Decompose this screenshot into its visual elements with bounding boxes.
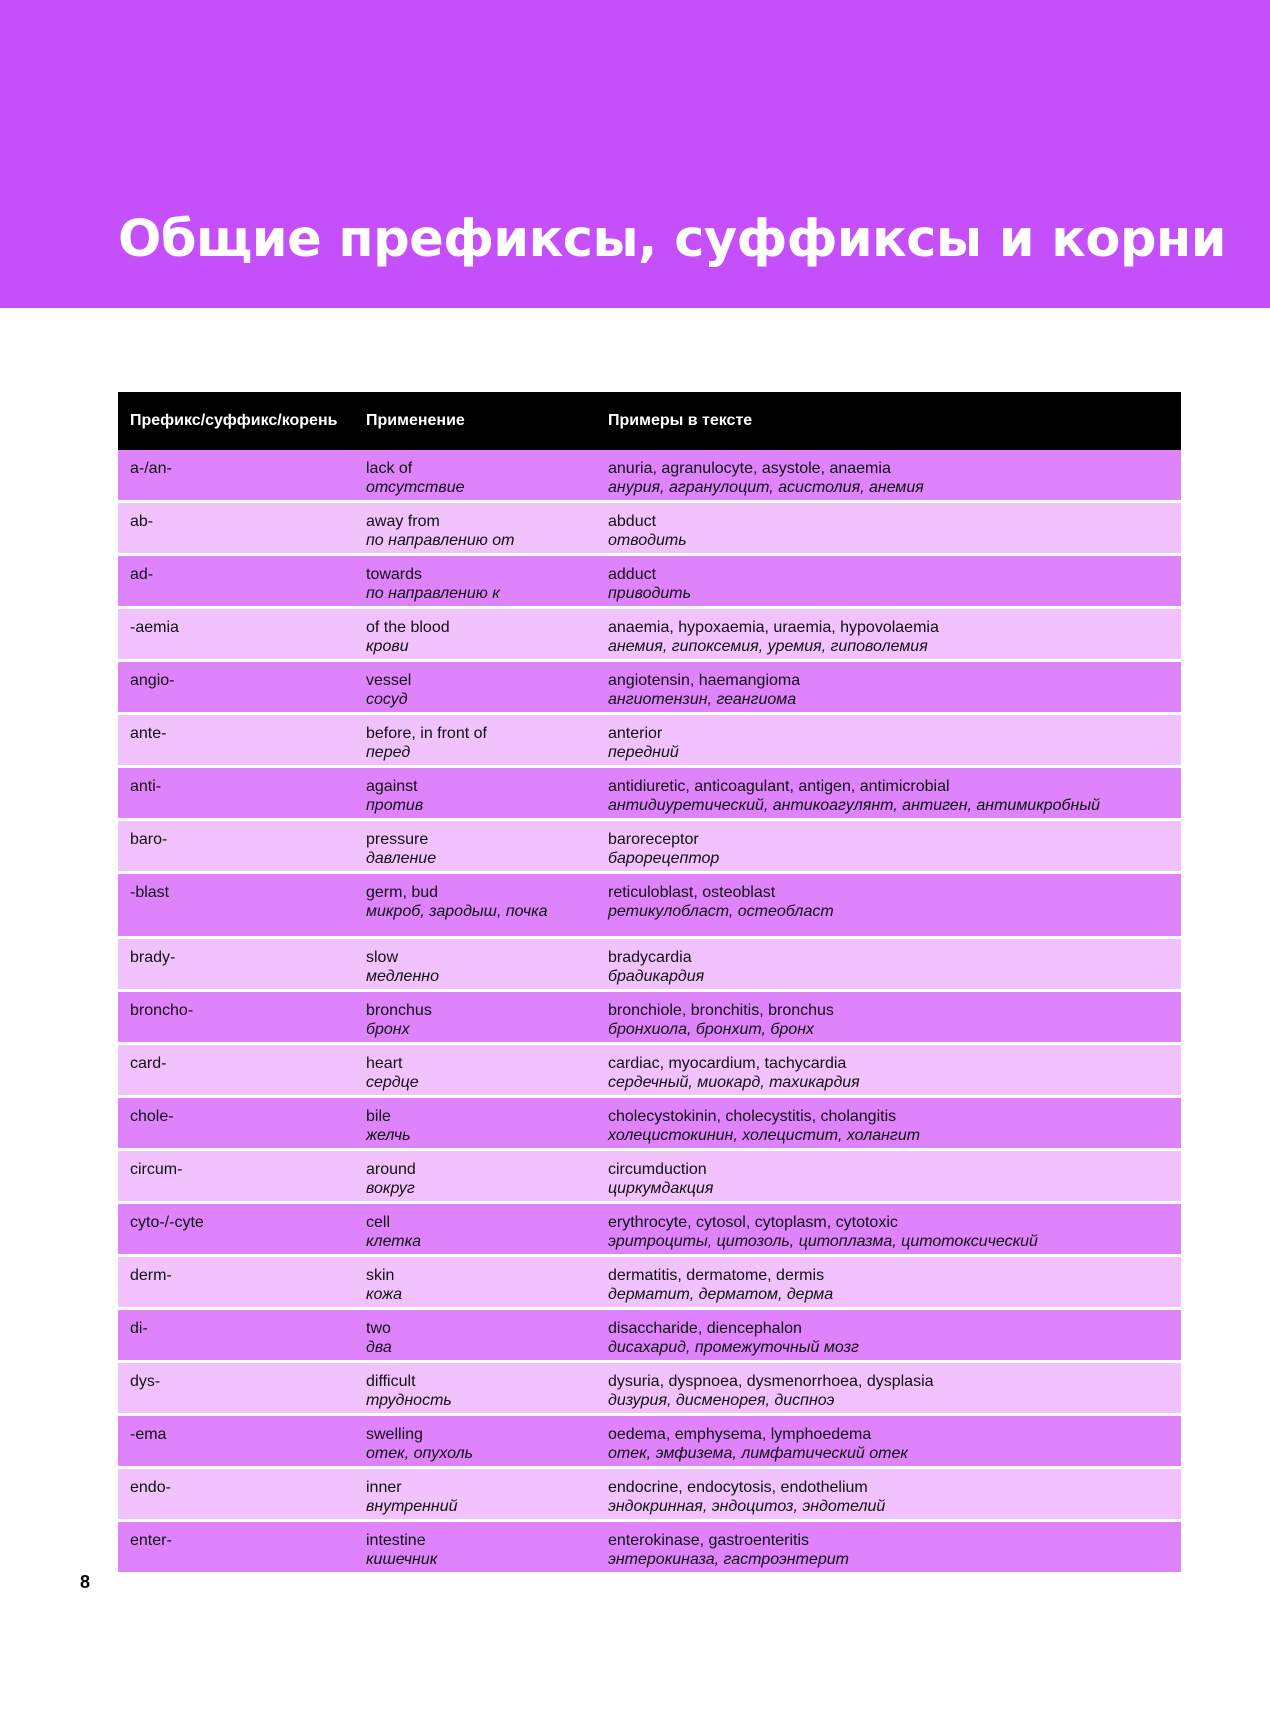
meaning-cell xyxy=(366,830,608,871)
examples-en: angiotensin, haemangioma xyxy=(608,672,801,689)
examples-cell xyxy=(608,777,1181,818)
meaning-en: before, in front of xyxy=(366,725,487,742)
header-meaning: Применение xyxy=(366,412,465,429)
meaning-ru: бронх xyxy=(366,1021,410,1038)
header-examples: Примеры в тексте xyxy=(608,412,753,429)
meaning-ru: медленно xyxy=(366,968,439,985)
term-cell xyxy=(118,948,366,989)
term-cell xyxy=(118,512,366,553)
meaning-ru: вокруг xyxy=(366,1180,415,1197)
meaning-ru: кишечник xyxy=(366,1551,438,1568)
table-row xyxy=(118,1310,1181,1360)
meaning-en: swelling xyxy=(366,1426,423,1443)
table-row xyxy=(118,1257,1181,1307)
meaning-cell xyxy=(366,565,608,606)
meaning-ru: отек, опухоль xyxy=(366,1445,474,1462)
meaning-en: cell xyxy=(366,1214,391,1231)
meaning-cell xyxy=(366,1372,608,1413)
table-row xyxy=(118,715,1181,765)
examples-en: reticuloblast, osteoblast xyxy=(608,884,776,901)
examples-ru: анемия, гипоксемия, уремия, гиповолемия xyxy=(608,638,928,655)
meaning-ru: против xyxy=(366,797,424,814)
examples-en: enterokinase, gastroenteritis xyxy=(608,1532,809,1549)
meaning-cell xyxy=(366,512,608,553)
examples-cell xyxy=(608,459,1181,500)
table-row xyxy=(118,939,1181,989)
table-row xyxy=(118,992,1181,1042)
table-row xyxy=(118,1151,1181,1201)
term-cell xyxy=(118,1372,366,1413)
examples-ru: эндокринная, эндоцитоз, эндотелий xyxy=(608,1498,886,1515)
examples-cell xyxy=(608,1319,1181,1360)
term-cell xyxy=(118,459,366,500)
examples-ru: антидиуретический, антикоагулянт, антиген, антимикробный xyxy=(608,797,1101,814)
meaning-ru: по направлению от xyxy=(366,532,515,549)
term-cell xyxy=(118,618,366,659)
examples-ru: брадикардия xyxy=(608,968,705,985)
examples-ru: отек, эмфизема, лимфатический отек xyxy=(608,1445,908,1462)
examples-cell xyxy=(608,1001,1181,1042)
meaning-ru: два xyxy=(366,1339,392,1356)
table-header xyxy=(118,392,1181,450)
term-cell xyxy=(118,883,366,936)
table-row xyxy=(118,768,1181,818)
examples-cell xyxy=(608,830,1181,871)
term: circum- xyxy=(130,1161,183,1178)
examples-cell xyxy=(608,1372,1181,1413)
meaning-en: around xyxy=(366,1161,416,1178)
examples-cell xyxy=(608,1425,1181,1466)
term: endo- xyxy=(130,1479,171,1496)
page-number: 8 xyxy=(80,1572,91,1592)
term-cell xyxy=(118,565,366,606)
term-cell xyxy=(118,1319,366,1360)
examples-en: dysuria, dyspnoea, dysmenorrhoea, dysplasia xyxy=(608,1373,934,1390)
examples-ru: отводить xyxy=(608,532,687,549)
examples-ru: передний xyxy=(608,744,679,761)
examples-en: anterior xyxy=(608,725,663,742)
meaning-en: bronchus xyxy=(366,1002,432,1019)
meaning-ru: по направлению к xyxy=(366,585,500,602)
term: angio- xyxy=(130,672,175,689)
examples-cell xyxy=(608,512,1181,553)
examples-en: baroreceptor xyxy=(608,831,699,848)
examples-cell xyxy=(608,1213,1181,1254)
examples-ru: эритроциты, цитозоль, цитоплазма, цитотоксический xyxy=(608,1233,1038,1250)
table-row xyxy=(118,662,1181,712)
term-cell xyxy=(118,1425,366,1466)
meaning-ru: отсутствие xyxy=(366,479,465,496)
meaning-cell xyxy=(366,1107,608,1148)
table-row xyxy=(118,1204,1181,1254)
examples-en: disaccharide, diencephalon xyxy=(608,1320,802,1337)
meaning-cell xyxy=(366,618,608,659)
term-cell xyxy=(118,1054,366,1095)
examples-en: erythrocyte, cytosol, cytoplasm, cytotoxic xyxy=(608,1214,898,1231)
examples-en: bronchiole, bronchitis, bronchus xyxy=(608,1002,834,1019)
meaning-cell xyxy=(366,948,608,989)
examples-en: cholecystokinin, cholecystitis, cholangitis xyxy=(608,1108,897,1125)
title-banner xyxy=(0,0,1270,308)
examples-en: endocrine, endocytosis, endothelium xyxy=(608,1479,868,1496)
term: brady- xyxy=(130,949,176,966)
table-row xyxy=(118,1522,1181,1572)
meaning-cell xyxy=(366,1001,608,1042)
examples-ru: холецистокинин, холецистит, холангит xyxy=(608,1127,921,1144)
term-cell xyxy=(118,724,366,765)
term-cell xyxy=(118,1107,366,1148)
examples-en: cardiac, myocardium, tachycardia xyxy=(608,1055,847,1072)
meaning-ru: сосуд xyxy=(366,691,408,708)
meaning-cell xyxy=(366,1054,608,1095)
term: anti- xyxy=(130,778,162,795)
term: ante- xyxy=(130,725,167,742)
meaning-en: pressure xyxy=(366,831,429,848)
meaning-en: bile xyxy=(366,1108,391,1125)
examples-ru: барорецептор xyxy=(608,850,720,867)
term: a-/an- xyxy=(130,460,172,477)
examples-en: circumduction xyxy=(608,1161,707,1178)
meaning-ru: трудность xyxy=(366,1392,452,1409)
term: -aemia xyxy=(130,619,179,636)
term-cell xyxy=(118,830,366,871)
term-cell xyxy=(118,1531,366,1572)
meaning-ru: клетка xyxy=(366,1233,422,1250)
examples-cell xyxy=(608,883,1181,936)
meaning-en: slow xyxy=(366,949,399,966)
table-row xyxy=(118,1469,1181,1519)
meaning-ru: внутренний xyxy=(366,1498,458,1515)
meaning-en: away from xyxy=(366,513,440,530)
meaning-en: intestine xyxy=(366,1532,426,1549)
meaning-cell xyxy=(366,1213,608,1254)
meaning-en: of the blood xyxy=(366,619,450,636)
term: -blast xyxy=(130,884,170,901)
term: derm- xyxy=(130,1267,172,1284)
term: enter- xyxy=(130,1532,172,1549)
term: cyto-/-cyte xyxy=(130,1214,204,1231)
examples-cell xyxy=(608,724,1181,765)
table-body xyxy=(118,450,1181,1572)
meaning-cell xyxy=(366,1160,608,1201)
term-cell xyxy=(118,1266,366,1307)
term: baro- xyxy=(130,831,168,848)
meaning-cell xyxy=(366,1531,608,1572)
meaning-cell xyxy=(366,1266,608,1307)
meaning-ru: желчь xyxy=(366,1127,411,1144)
term: broncho- xyxy=(130,1002,194,1019)
meaning-en: difficult xyxy=(366,1373,416,1390)
term: -ema xyxy=(130,1426,167,1443)
examples-ru: ретикулобласт, остеобласт xyxy=(608,903,834,920)
meaning-en: two xyxy=(366,1320,391,1337)
prefix-table xyxy=(118,392,1181,1575)
term-cell xyxy=(118,1160,366,1201)
examples-ru: ангиотензин, геангиома xyxy=(608,691,797,708)
table-row xyxy=(118,556,1181,606)
examples-en: abduct xyxy=(608,513,657,530)
term: dys- xyxy=(130,1373,161,1390)
examples-ru: энтерокиназа, гастроэнтерит xyxy=(608,1551,849,1568)
examples-en: bradycardia xyxy=(608,949,692,966)
meaning-cell xyxy=(366,777,608,818)
meaning-en: against xyxy=(366,778,418,795)
examples-cell xyxy=(608,1054,1181,1095)
meaning-cell xyxy=(366,1319,608,1360)
examples-ru: дерматит, дерматом, дерма xyxy=(608,1286,834,1303)
examples-ru: сердечный, миокард, тахикардия xyxy=(608,1074,860,1091)
meaning-cell xyxy=(366,724,608,765)
examples-cell xyxy=(608,565,1181,606)
table-row xyxy=(118,450,1181,500)
meaning-ru: сердце xyxy=(366,1074,419,1091)
table-row xyxy=(118,874,1181,936)
examples-ru: бронхиола, бронхит, бронх xyxy=(608,1021,814,1038)
meaning-cell xyxy=(366,459,608,500)
examples-ru: анурия, агранулоцит, асистолия, анемия xyxy=(608,479,924,496)
term: di- xyxy=(130,1320,148,1337)
meaning-en: skin xyxy=(366,1267,395,1284)
meaning-cell xyxy=(366,671,608,712)
table-row xyxy=(118,821,1181,871)
term-cell xyxy=(118,1001,366,1042)
examples-ru: дизурия, дисменорея, диспноэ xyxy=(608,1392,835,1409)
table-row xyxy=(118,503,1181,553)
term: chole- xyxy=(130,1108,174,1125)
table-row xyxy=(118,1416,1181,1466)
examples-cell xyxy=(608,1266,1181,1307)
examples-ru: дисахарид, промежуточный мозг xyxy=(608,1339,859,1356)
examples-en: antidiuretic, anticoagulant, antigen, antimicrobial xyxy=(608,778,950,795)
term-cell xyxy=(118,671,366,712)
table-row xyxy=(118,609,1181,659)
table-row xyxy=(118,1098,1181,1148)
examples-cell xyxy=(608,1160,1181,1201)
term-cell xyxy=(118,777,366,818)
meaning-en: lack of xyxy=(366,460,413,477)
table-row xyxy=(118,1045,1181,1095)
meaning-ru: крови xyxy=(366,638,409,655)
examples-cell xyxy=(608,1478,1181,1519)
meaning-en: towards xyxy=(366,566,423,583)
meaning-en: inner xyxy=(366,1479,402,1496)
examples-en: adduct xyxy=(608,566,657,583)
examples-cell xyxy=(608,948,1181,989)
examples-en: oedema, emphysema, lymphoedema xyxy=(608,1426,872,1443)
examples-ru: циркумдакция xyxy=(608,1180,714,1197)
term: ab- xyxy=(130,513,154,530)
meaning-ru: микроб, зародыш, почка xyxy=(366,903,548,920)
meaning-ru: кожа xyxy=(366,1286,403,1303)
examples-en: anaemia, hypoxaemia, uraemia, hypovolaemia xyxy=(608,619,939,636)
term-cell xyxy=(118,1213,366,1254)
meaning-ru: перед xyxy=(366,744,411,761)
meaning-cell xyxy=(366,1478,608,1519)
examples-en: dermatitis, dermatome, dermis xyxy=(608,1267,825,1284)
examples-cell xyxy=(608,618,1181,659)
examples-cell xyxy=(608,671,1181,712)
meaning-en: heart xyxy=(366,1055,403,1072)
header-term: Префикс/суффикс/корень xyxy=(130,412,338,429)
term: card- xyxy=(130,1055,167,1072)
examples-en: anuria, agranulocyte, asystole, anaemia xyxy=(608,460,891,477)
meaning-en: germ, bud xyxy=(366,884,439,901)
examples-cell xyxy=(608,1107,1181,1148)
examples-cell xyxy=(608,1531,1181,1572)
meaning-cell xyxy=(366,1425,608,1466)
term-cell xyxy=(118,1478,366,1519)
meaning-cell xyxy=(366,883,608,936)
term: ad- xyxy=(130,566,154,583)
meaning-ru: давление xyxy=(366,850,437,867)
meaning-en: vessel xyxy=(366,672,412,689)
examples-ru: приводить xyxy=(608,585,691,602)
page-title: Общие префиксы, суффиксы и корни xyxy=(118,210,1226,269)
table-row xyxy=(118,1363,1181,1413)
